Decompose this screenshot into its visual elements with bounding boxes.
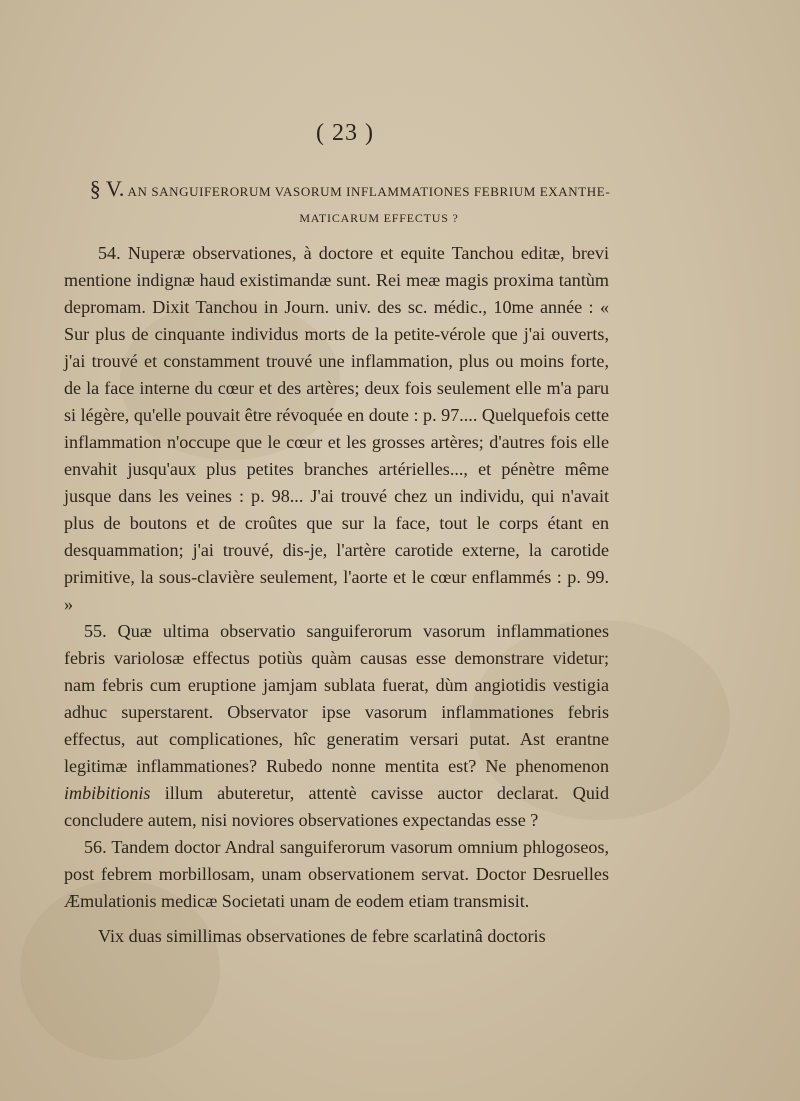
body-text bbox=[64, 240, 609, 950]
section-sign: § V. bbox=[89, 176, 125, 201]
paragraph-number: 54. bbox=[98, 243, 121, 263]
paragraph-text: Vix duas simillimas observationes de febre scarlatinâ doctoris bbox=[98, 926, 546, 946]
paragraph-56 bbox=[64, 834, 609, 915]
paragraph-text: Nuperæ observationes, à doctore et equite Tanchou editæ, brevi mentione indignæ haud existimandæ sunt. Rei meæ magis proxima tantùm depromam. Dixit Tanchou in Journ. univ. des sc. médic., 10me année : « Sur plus de cinquante individus morts de la petite-vérole que j'ai ouverts, j'ai trouvé et constamment trouvé une inflammation, plus ou moins forte, de la face interne du cœur et des artères; deux fois seulement elle m'a paru si légère, qu'elle pouvait être révoquée en doute : p. 97.... Quelquefois cette inflammation n'occupe que le cœur et les grosses artères; d'autres fois elle envahit jusqu'aux plus petites branches artérielles..., et pénètre même jusque dans les veines : p. 98... J'ai trouvé chez un individu, qui n'avait plus de boutons et de croûtes que sur la face, tout le corps étant en desquammation; j'ai trouvé, dis-je, l'artère carotide externe, la carotide primitive, la sous-clavière seulement, l'aorte et le cœur enflammés : p. 99. » bbox=[64, 243, 609, 614]
paragraph-text: Quæ ultima observatio sanguiferorum vasorum inflammationes febris variolosæ effectus potiùs quàm causas esse demonstrare videtur; nam febris cum eruptione jamjam sublata fuerat, dùm angiotidis vestigia adhuc superstarent. Observator ipse vasorum inflammationes febris effectus, aut complicationes, hîc generatim versari putat. Ast erantne legitimæ inflammationes? Rubedo nonne mentita est? Ne phenomenon bbox=[64, 621, 609, 776]
paragraph-number: 56. bbox=[84, 837, 107, 857]
section-heading bbox=[80, 176, 620, 231]
section-heading-line-1 bbox=[80, 176, 620, 205]
paragraph-continuation bbox=[64, 923, 609, 950]
paragraph-number: 55. bbox=[84, 621, 107, 641]
paragraph-54 bbox=[64, 240, 609, 618]
paragraph-text: Tandem doctor Andral sanguiferorum vasorum omnium phlogoseos, post febrem morbillosam, unam observationem servat. Doctor Desruelles Æmulationis medicæ Societati unam de eodem etiam transmisit. bbox=[64, 837, 610, 911]
section-title-line-2: MATICARUM EFFECTUS ? bbox=[299, 211, 459, 225]
paragraph-text: illum abuteretur, attentè cavisse auctor declarat. Quid concludere autem, nisi noviores observationes expectandas esse ? bbox=[64, 783, 609, 830]
section-title-line-1: AN SANGUIFERORUM VASORUM INFLAMMATIONES FEBRIUM EXANTHE- bbox=[127, 184, 611, 199]
italic-term: imbibitionis bbox=[64, 783, 151, 803]
paragraph-55 bbox=[64, 618, 609, 834]
page-number: ( 23 ) bbox=[316, 120, 374, 146]
